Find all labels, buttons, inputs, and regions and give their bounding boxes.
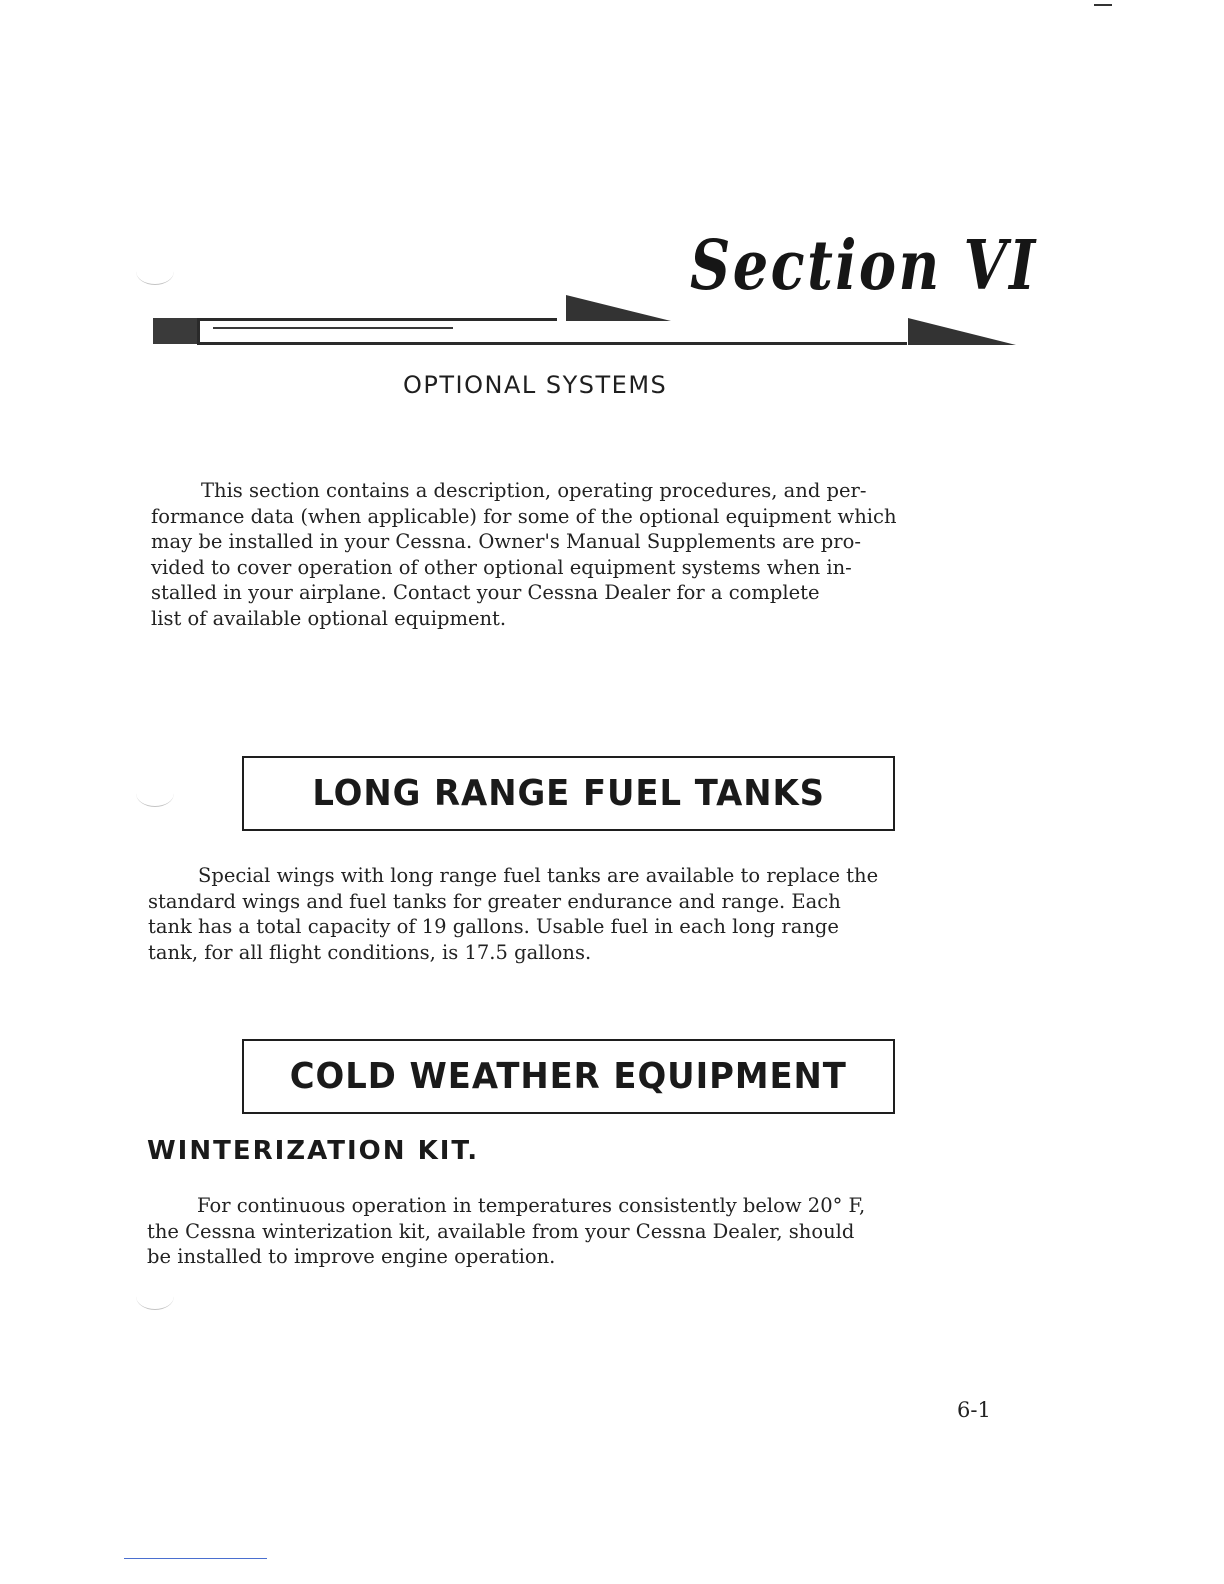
rule-inner-line	[213, 327, 453, 329]
cold-weather-heading: COLD WEATHER EQUIPMENT	[289, 1056, 848, 1097]
winter-line: For continuous operation in temperatures consistently below 20° F,	[197, 1194, 866, 1217]
punch-hole-mark	[136, 1283, 174, 1310]
long-range-fuel-heading-box	[242, 756, 895, 831]
winterization-paragraph	[147, 1193, 865, 1270]
page-title: OPTIONAL SYSTEMS	[403, 371, 668, 399]
rule-bottom-line	[197, 342, 907, 345]
winterization-kit-subheading: WINTERIZATION KIT.	[147, 1136, 480, 1166]
rule-frame-left	[197, 318, 200, 344]
rule-wedge-upper	[566, 295, 671, 321]
intro-line: This section contains a description, operating procedures, and per-	[201, 479, 867, 502]
punch-hole-mark	[136, 258, 174, 285]
page-number: 6-1	[957, 1398, 991, 1422]
intro-line: list of available optional equipment.	[151, 606, 507, 630]
intro-paragraph	[151, 478, 897, 632]
winter-line: the Cessna winterization kit, available from your Cessna Dealer, should	[147, 1219, 855, 1243]
long-range-fuel-paragraph	[148, 863, 878, 965]
punch-hole-mark	[136, 780, 174, 807]
footer-underline	[124, 1558, 267, 1559]
fuel-line: tank, for all flight conditions, is 17.5 gallons.	[148, 940, 592, 964]
rule-block	[153, 318, 197, 344]
winter-line: be installed to improve engine operation.	[147, 1245, 556, 1269]
intro-line: stalled in your airplane. Contact your Cessna Dealer for a complete	[151, 581, 820, 605]
intro-line: may be installed in your Cessna. Owner's Manual Supplements are pro-	[151, 530, 861, 554]
section-label: Section VI	[690, 226, 1038, 306]
rule-wedge-lower	[908, 318, 1016, 345]
fuel-line: tank has a total capacity of 19 gallons. Usable fuel in each long range	[148, 915, 839, 939]
intro-line: vided to cover operation of other optional equipment systems when in-	[151, 555, 852, 579]
cold-weather-heading-box	[242, 1039, 895, 1114]
scan-edge-mark	[1094, 4, 1112, 6]
intro-line: formance data (when applicable) for some of the optional equipment which	[151, 504, 897, 528]
long-range-fuel-heading: LONG RANGE FUEL TANKS	[312, 773, 825, 814]
fuel-line: standard wings and fuel tanks for greater endurance and range. Each	[148, 889, 841, 913]
rule-frame-top	[197, 318, 557, 321]
fuel-line: Special wings with long range fuel tanks are available to replace the	[198, 864, 879, 887]
